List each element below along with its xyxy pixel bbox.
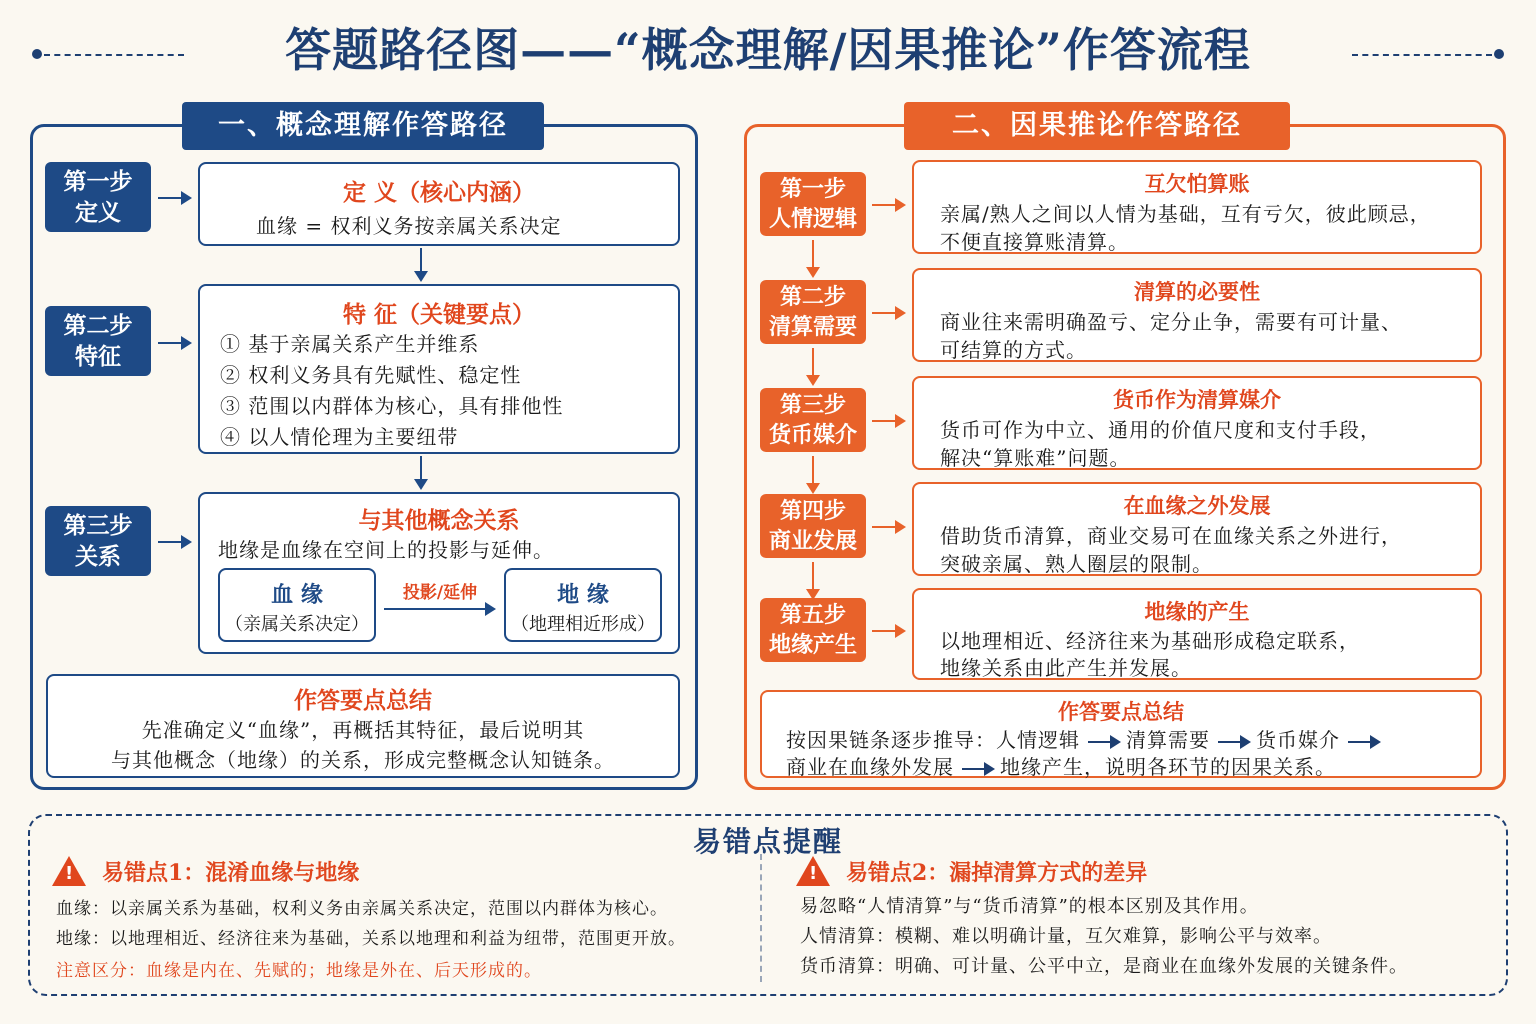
error-divider xyxy=(760,854,762,982)
error-2-line: 易忽略“人情清算”与“货币清算”的根本区别及其作用。 xyxy=(800,896,1259,917)
causal-step-title: 在血缘之外发展 xyxy=(1123,493,1271,518)
features-title: 特 征（关键要点） xyxy=(342,301,535,328)
kinship-subtitle: （亲属关系决定） xyxy=(225,614,369,635)
kinship-title: 血 缘 xyxy=(271,582,323,608)
causal-step-text: 不便直接算账清算。 xyxy=(940,230,1129,254)
geography-title: 地 缘 xyxy=(557,582,609,608)
causal-step-text: 商业往来需明确盈亏、定分止争，需要有可计量、 xyxy=(940,310,1402,334)
concept-summary-box xyxy=(46,674,680,778)
causal-step-3-badge xyxy=(760,388,866,452)
error-2-heading: 易错点2：漏掉清算方式的差异 xyxy=(846,860,1148,886)
step-label: 第四步 xyxy=(779,498,846,524)
title-dot-left xyxy=(32,49,42,59)
causal-step-text: 解决“算账难”问题。 xyxy=(940,446,1131,470)
concept-panel-header: 一、概念理解作答路径 xyxy=(182,102,544,150)
step-name: 人情逻辑 xyxy=(768,206,857,232)
arrow-down-icon xyxy=(812,348,814,384)
error-1-line: 血缘：以亲属关系为基础，权利义务由亲属关系决定，范围以内群体为核心。 xyxy=(56,899,668,919)
arrow-right-icon xyxy=(158,197,190,199)
causal-step-3-box xyxy=(912,376,1482,470)
causal-step-1-box xyxy=(912,160,1482,254)
step-label: 第二步 xyxy=(779,284,846,310)
geography-subtitle: （地理相近形成） xyxy=(511,614,655,635)
error-2-line: 人情清算：模糊、难以明确计量，互欠难算，影响公平与效率。 xyxy=(800,926,1332,947)
causal-step-5-box xyxy=(912,588,1482,680)
causal-panel-header: 二、因果推论作答路径 xyxy=(904,102,1290,150)
geography-box xyxy=(504,568,662,642)
causal-step-2-badge xyxy=(760,280,866,344)
title-dot-right xyxy=(1494,49,1504,59)
causal-step-title: 地缘的产生 xyxy=(1144,599,1250,624)
warning-icon: ! xyxy=(796,856,830,886)
features-box xyxy=(198,284,680,454)
causal-step-2-box xyxy=(912,268,1482,362)
arrow-right-icon xyxy=(384,608,494,610)
error-reminder-title: 易错点提醒 xyxy=(692,825,843,858)
kinship-box xyxy=(218,568,376,642)
summary-line: 与其他概念（地缘）的关系，形成完整概念认知链条。 xyxy=(111,748,615,772)
causal-step-4-box xyxy=(912,482,1482,576)
arrow-down-icon xyxy=(420,248,422,280)
causal-step-text: 以地理相近、经济往来为基础形成稳定联系， xyxy=(940,629,1360,653)
causal-step-title: 互欠怕算账 xyxy=(1144,171,1250,196)
feature-item: ① 基于亲属关系产生并维系 xyxy=(220,332,480,356)
causal-step-text: 可结算的方式。 xyxy=(940,338,1087,362)
causal-step-text: 货币可作为中立、通用的价值尺度和支付手段， xyxy=(940,418,1381,442)
chain-step: 货币媒介 xyxy=(1256,728,1340,752)
concept-step-3-badge xyxy=(45,506,151,576)
relation-title: 与其他概念关系 xyxy=(358,507,520,534)
step-label: 第一步 xyxy=(779,176,846,202)
step-name: 地缘产生 xyxy=(768,632,857,658)
feature-item: ④ 以人情伦理为主要纽带 xyxy=(220,425,459,449)
summary-line: 先准确定义“血缘”，再概括其特征，最后说明其 xyxy=(141,718,585,742)
step-name: 货币媒介 xyxy=(768,422,857,448)
causal-summary-box xyxy=(760,690,1482,778)
arrow-right-icon xyxy=(1088,741,1118,743)
chain-step: 清算需要 xyxy=(1126,728,1210,752)
causal-step-text: 突破亲属、熟人圈层的限制。 xyxy=(940,552,1213,576)
step-name: 关系 xyxy=(75,543,121,570)
title-rule-right xyxy=(1352,54,1492,56)
definition-box xyxy=(198,162,680,246)
summary-chain-line-2 xyxy=(786,751,1336,780)
error-1-line: 地缘：以地理相近、经济往来为基础，关系以地理和利益为纽带，范围更开放。 xyxy=(56,929,686,949)
chain-step: 商业在血缘外发展 xyxy=(786,755,954,779)
summary-chain-line-1 xyxy=(786,724,1386,753)
summary-title: 作答要点总结 xyxy=(1058,699,1184,724)
arrow-right-icon xyxy=(962,768,992,770)
step-name: 定义 xyxy=(75,199,121,226)
arrow-right-icon xyxy=(1348,741,1378,743)
error-1-note: 注意区分：血缘是内在、先赋的；地缘是外在、后天形成的。 xyxy=(56,961,542,981)
causal-step-text: 借助货币清算，商业交易可在血缘关系之外进行， xyxy=(940,524,1402,548)
step-label: 第三步 xyxy=(779,392,846,418)
arrow-down-icon xyxy=(812,240,814,276)
warning-icon: ! xyxy=(52,856,86,886)
arrow-right-icon xyxy=(158,342,190,344)
chain-step: 按因果链条逐步推导：人情逻辑 xyxy=(786,728,1080,752)
causal-step-5-badge xyxy=(760,598,866,662)
arrow-down-icon xyxy=(812,456,814,492)
definition-title: 定 义（核心内涵） xyxy=(342,179,535,206)
step-label: 第五步 xyxy=(779,602,846,628)
arrow-right-icon xyxy=(872,630,904,632)
arrow-right-icon xyxy=(872,420,904,422)
arrow-down-icon xyxy=(812,562,814,598)
arrow-down-icon xyxy=(420,456,422,488)
error-1-heading: 易错点1：混淆血缘与地缘 xyxy=(102,860,360,886)
summary-title: 作答要点总结 xyxy=(294,687,432,714)
feature-item: ② 权利义务具有先赋性、稳定性 xyxy=(220,363,522,387)
step-label: 第一步 xyxy=(63,168,133,195)
arrow-right-icon xyxy=(872,204,904,206)
step-name: 清算需要 xyxy=(768,314,857,340)
chain-step: 地缘产生，说明各环节的因果关系。 xyxy=(1000,755,1336,779)
arrow-right-icon xyxy=(872,526,904,528)
causal-step-text: 亲属/熟人之间以人情为基础，互有亏欠，彼此顾忌， xyxy=(940,202,1431,226)
step-label: 第二步 xyxy=(63,312,133,339)
causal-step-title: 清算的必要性 xyxy=(1134,279,1260,304)
title-rule-left xyxy=(44,54,184,56)
causal-step-4-badge xyxy=(760,494,866,558)
concept-step-1-badge xyxy=(45,162,151,232)
causal-step-1-badge xyxy=(760,172,866,236)
feature-item: ③ 范围以内群体为核心，具有排他性 xyxy=(220,394,564,418)
relation-text: 地缘是血缘在空间上的投影与延伸。 xyxy=(218,538,554,562)
projection-label: 投影/延伸 xyxy=(402,583,478,603)
causal-step-text: 地缘关系由此产生并发展。 xyxy=(940,656,1192,680)
concept-step-2-badge xyxy=(45,306,151,376)
arrow-right-icon xyxy=(158,541,190,543)
arrow-right-icon xyxy=(872,312,904,314)
causal-step-title: 货币作为清算媒介 xyxy=(1113,387,1281,412)
error-2-line: 货币清算：明确、可计量、公平中立，是商业在血缘外发展的关键条件。 xyxy=(800,956,1408,977)
arrow-right-icon xyxy=(1218,741,1248,743)
definition-text: 血缘 = 权利义务按亲属关系决定 xyxy=(256,214,562,238)
page-title: 答题路径图——“概念理解/因果推论”作答流程 xyxy=(285,23,1251,77)
step-name: 商业发展 xyxy=(768,528,857,554)
relation-box xyxy=(198,492,680,654)
step-name: 特征 xyxy=(75,343,121,370)
step-label: 第三步 xyxy=(63,512,133,539)
